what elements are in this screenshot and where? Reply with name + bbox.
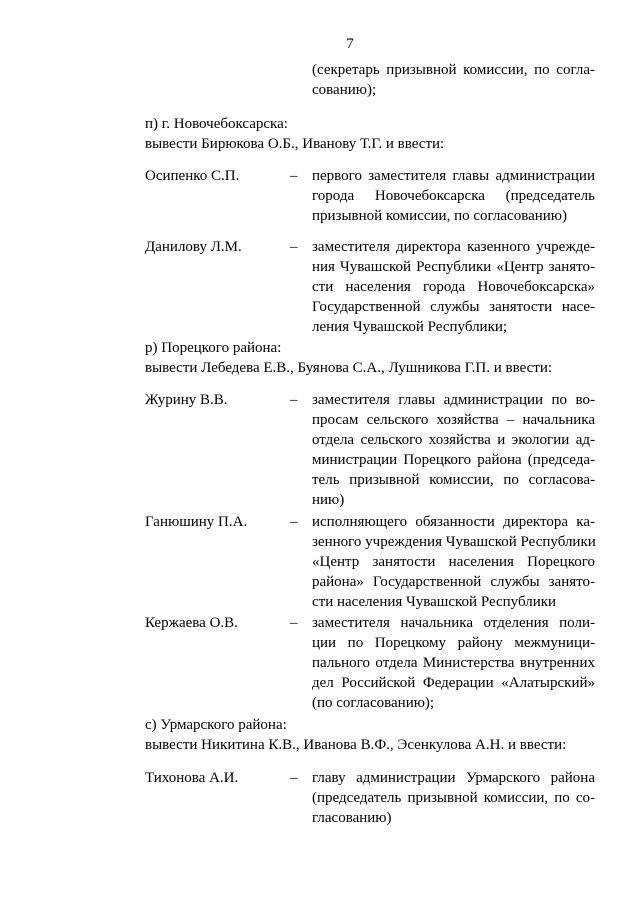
position-line: заместителя директора казенного учрежде- [312, 239, 595, 255]
person-name: Осипенко С.П. [145, 168, 240, 184]
dash-separator: – [290, 239, 298, 255]
position-line: района» Государственной службы занято- [312, 574, 595, 590]
position-line: тель призывной комиссии, по согласова- [312, 472, 595, 488]
section-novocheboksarsk-header [145, 114, 595, 154]
dash-separator: – [290, 770, 298, 786]
position-line: ления Чувашской Республики; [312, 319, 508, 335]
section-instruction: вывести Бирюкова О.Б., Иванову Т.Г. и ввести: [145, 136, 445, 152]
person-position [312, 768, 595, 828]
position-line: гласованию) [312, 810, 392, 826]
person-position [312, 390, 595, 510]
position-line: Государственной службы занятости насе- [312, 299, 595, 315]
section-instruction: вывести Никитина К.В., Иванова В.Ф., Эсенкулова А.Н. и ввести: [145, 737, 567, 753]
position-line: города Новочебоксарска (председатель [312, 188, 595, 204]
section-heading: п) г. Новочебоксарска: [145, 116, 288, 132]
position-line: заместителя начальника отделения поли- [312, 615, 595, 631]
dash-separator: – [290, 168, 298, 184]
position-line: сти населения города Новочебоксарска» [312, 279, 595, 295]
dash-separator: – [290, 615, 298, 631]
position-line: зенного учреждения Чувашской Республики [312, 534, 596, 550]
section-instruction: вывести Лебедева Е.В., Буянова С.А., Лушникова Г.П. и ввести: [145, 360, 553, 376]
section-urmarsky-header [145, 715, 595, 755]
position-line: министрации Порецкого района (председа- [312, 452, 595, 468]
top-continuation [312, 60, 595, 100]
dash-separator: – [290, 392, 298, 408]
position-line: главу администрации Урмарского района [312, 770, 595, 786]
person-position [312, 512, 595, 612]
position-line: дел Российской Федерации «Алатырский» [312, 675, 595, 691]
position-line: (по согласованию); [312, 695, 435, 711]
position-line: пального отдела Министерства внутренних [312, 655, 595, 671]
position-line: сти населения Чувашской Республики [312, 594, 557, 610]
position-line: исполняющего обязанности директора ка- [312, 514, 595, 530]
position-line: ния Чувашской Республики «Центр занято- [312, 259, 595, 275]
position-line: просам сельского хозяйства – начальника [312, 412, 595, 428]
person-position [312, 237, 595, 337]
position-line: «Центр занятости населения Порецкого [312, 554, 595, 570]
person-name: Тихонова А.И. [145, 770, 239, 786]
section-poretsky-header [145, 338, 595, 378]
section-heading: р) Порецкого района: [145, 340, 282, 356]
person-position [312, 613, 595, 713]
person-name: Ганюшину П.А. [145, 514, 248, 530]
dash-separator: – [290, 514, 298, 530]
position-line: призывной комиссии, по согласованию) [312, 208, 567, 224]
position-line: нию) [312, 492, 345, 508]
person-name: Данилову Л.М. [145, 239, 242, 255]
section-heading: с) Урмарского района: [145, 717, 287, 733]
position-line: отдела сельского хозяйства и экологии ад- [312, 432, 595, 448]
position-line: (председатель призывной комиссии, по со- [312, 790, 595, 806]
person-name: Кержаева О.В. [145, 615, 238, 631]
person-name: Журину В.В. [145, 392, 228, 408]
continuation-line: (секретарь призывной комиссии, по согла- [312, 62, 595, 78]
page-number: 7 [346, 36, 354, 52]
position-line: ции по Порецкому району межмуници- [312, 635, 595, 651]
person-position [312, 166, 595, 226]
continuation-line: сованию); [312, 82, 377, 98]
position-line: первого заместителя главы администрации [312, 168, 595, 184]
position-line: заместителя главы администрации по во- [312, 392, 595, 408]
